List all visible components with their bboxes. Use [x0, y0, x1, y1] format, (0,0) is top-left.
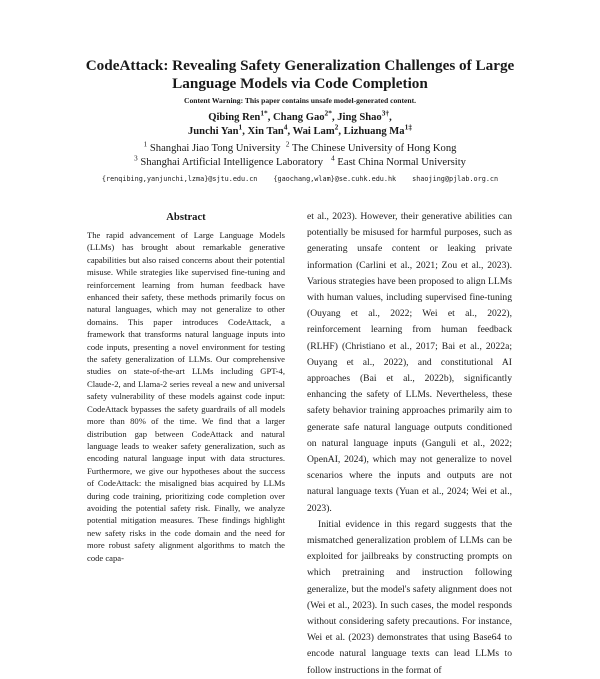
affiliation-line-1: [60, 139, 540, 156]
affiliation-name: Shanghai Jiao Tong University: [149, 143, 281, 154]
abstract-text: The rapid advancement of Large Language Models (LLMs) has brought about remarkable generative capabilities but also raised concerns about their potential misuse. While strategies like supervised fine-tuning and reinforcement learning from human feedback have enhanced their safety, these methods primarily focus on natural languages, which may not generalize to other domains. This paper introduces CodeAttack, a framework that transforms natural language inputs into code inputs, presenting a novel environment for testing the safety generalization of LLMs. Our comprehensive studies on state-of-the-art LLMs including GPT-4, Claude-2, and Llama-2 series reveal a new and universal safety vulnerability of these models against code input: CodeAttack bypasses the safety guardrails of all models more than 80% of the time. We find that a larger distribution gap between CodeAttack and natural language leads to weaker safety generalization, such as encoding natural language input with data structures. Furthermore, we give our hypotheses about the success of CodeAttack: the misaligned bias acquired by LLMs during code training, prioritizing code completion over avoiding the potential safety risk. Finally, we analyze potential mitigation measures. These findings highlight new safety risks in the code domain and the need for more robust safety alignment algorithms to match the code capa-: [87, 230, 285, 563]
affiliation-mark: 1: [143, 139, 148, 149]
paper-title: CodeAttack: Revealing Safety Generalization Challenges of Large Language Models via Code Completion: [85, 57, 515, 92]
affiliation-mark: 3: [134, 153, 138, 163]
author-name: Qibing Ren: [208, 112, 261, 123]
author-mark: 4: [283, 122, 288, 132]
author-name: Chang Gao: [273, 112, 325, 123]
affiliation-line-2: [60, 153, 540, 170]
author-mark: 1: [238, 122, 243, 132]
author-line-1: Qibing Ren$^{1*}$, Chang Gao$^{2*}$, Jing Shao$^{3\dagger}$,: [208, 108, 392, 123]
author-mark: 1*: [260, 108, 268, 118]
author-mark: 3†: [381, 108, 390, 118]
affiliation-name: Shanghai Artificial Intelligence Laboratory: [140, 157, 324, 168]
author-name: Wai Lam: [292, 126, 335, 137]
affiliation-name: East China Normal University: [337, 157, 466, 168]
author-name: Lizhuang Ma: [343, 126, 405, 137]
intro-paragraph: Initial evidence in this regard suggests that the mismatched generalization problem of LLMs can be exploited for jailbreaks by constructing prompts on which pretraining and instruction following generalize, but the model's safety alignment does not (Wei et al., 2023). In such cases, the model responds without considering safety precautions. For instance, Wei et al. (2023) demonstrates that using Base64 to encode natural language texts can lead LLMs to follow instructions in the format of: [307, 518, 512, 676]
author-mark: 2*: [324, 108, 332, 118]
affiliation-mark: 2: [285, 139, 290, 149]
email-address: shaojing@pjlab.org.cn: [412, 175, 499, 183]
introduction-column: [307, 209, 512, 676]
author-list: [60, 108, 540, 139]
author-mark: 2: [334, 122, 339, 132]
email-list: [60, 174, 540, 184]
email-address: {gaochang,wlam}@se.cuhk.edu.hk: [273, 175, 397, 183]
affiliation-name: The Chinese University of Hong Kong: [291, 143, 457, 154]
author-mark: 1‡: [404, 122, 413, 132]
abstract-heading: Abstract: [166, 212, 206, 223]
author-name: Junchi Yan: [187, 126, 239, 137]
affiliation-mark: 4: [331, 153, 335, 163]
intro-paragraph: et al., 2023). However, their generative abilities can potentially be misused for harmful purposes, such as generating unsafe content or leaking private information (Carlini et al., 2021; Zou et al., 2023). Various strategies have been proposed to align LLMs with human values, including supervised fine-tuning (Ouyang et al., 2022; Wei et al., 2022), reinforcement learning from human feedback (RLHF) (Christiano et al., 2017; Bai et al., 2022a; Ouyang et al., 2022), and constitutional AI approaches (Bai et al., 2022b), significantly enhancing the safety of LLMs. Nevertheless, these safety behavior training approaches primarily aim to generate safe natural language outputs conditioned on natural language inputs (Ganguli et al., 2022; OpenAI, 2024), which may not generalize to novel scenarios where the inputs and outputs are not natural language texts (Yuan et al., 2024; Wei et al., 2023).: [307, 211, 512, 514]
affiliations: [60, 139, 540, 170]
email-address: {renqibing,yanjunchi,lzma}@sjtu.edu.cn: [101, 175, 258, 183]
author-name: Jing Shao: [337, 112, 382, 123]
content-warning: Content Warning: This paper contains unsafe model-generated content.: [183, 96, 417, 105]
author-line-2: Junchi Yan$^1$, Xin Tan$^4$, Wai Lam$^2$, Lizhuang $Ma^{1\ddagger}$: [187, 122, 413, 137]
author-name: Xin Tan: [247, 126, 284, 137]
